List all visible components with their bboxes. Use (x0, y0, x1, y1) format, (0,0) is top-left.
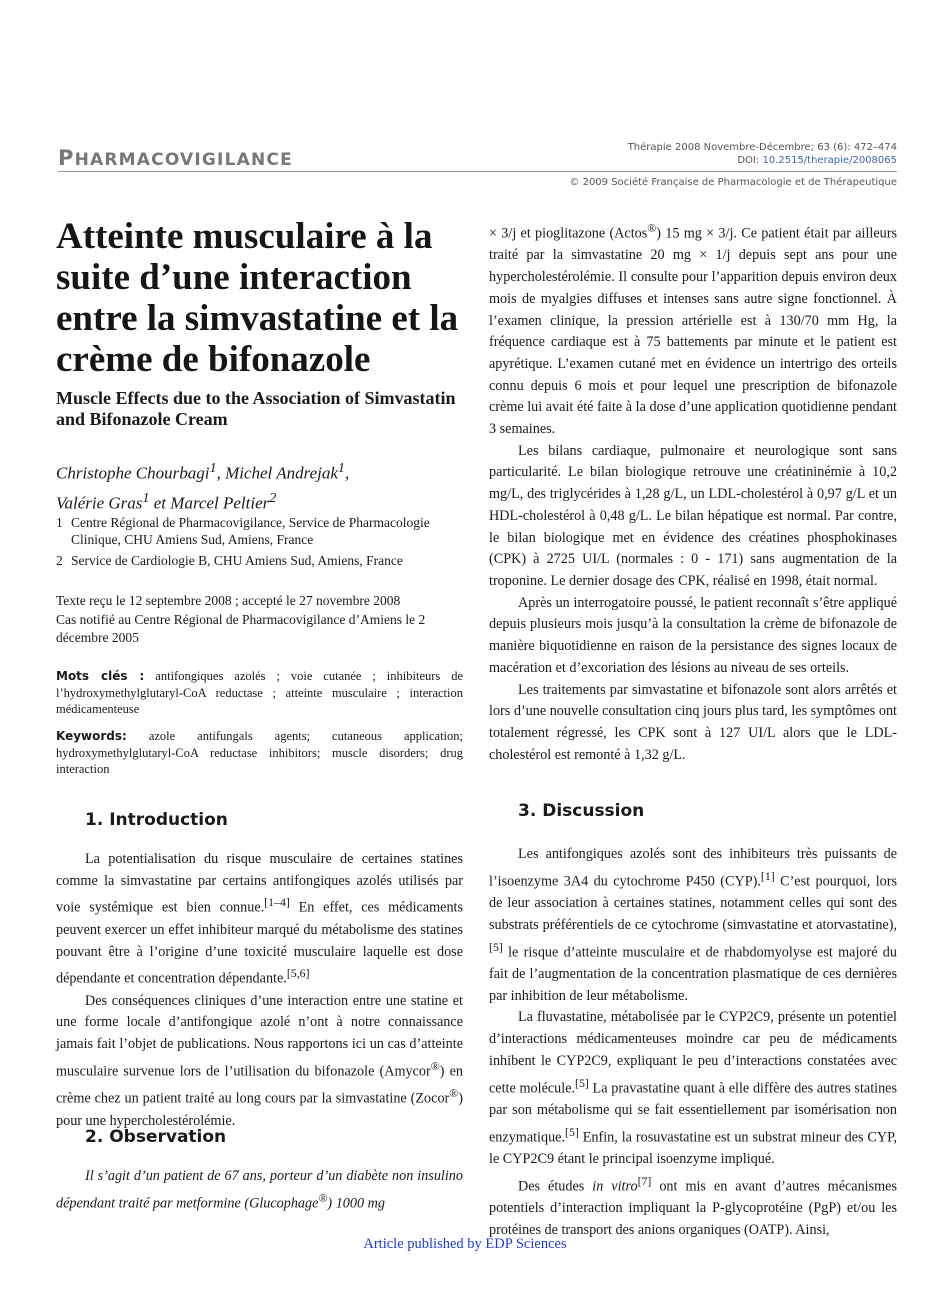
article-subtitle: Muscle Effects due to the Association of Simvastatin and Bifonazole Cream (56, 388, 456, 429)
paragraph: La fluvastatine, métabolisée par le CYP2C9, présente un potentiel d’interactions médicamenteuses moindre car peu de médicaments inhibent le CYP2C9, expliquant le peu d’interactions constatées avec cette molécule.[5] La pravastatine quant à elle diffère des autres statines par son métabolisme qui se fait essentiellement par isomérisation non enzymatique.[5] Enfin, la rosuvastatine est un substrat mineur des CYP, le CYP2C9 étant le principal isoenzyme impliqué. (489, 1009, 897, 1168)
discussion-heading: 3. Discussion (518, 801, 645, 821)
paragraph: Les bilans cardiaque, pulmonaire et neurologique sont sans particularité. Le bilan biologique retrouve une créatininémie à 10,2 mg/L, des triglycérides à 1,28 g/L, un LDL-cholestérol à 0,97 g/L et un HDL-cholestérol à 0,48 g/L. Le bilan hépatique est normal. Par contre, le bilan biologique met en évidence des créatines phosphokinases (CPK) à 2725 UI/L (normales : 0 - 171) sans augmentation de la troponine. Le dernier dosage des CPK, réalisé en 1998, était normal. (489, 442, 897, 589)
author-list: Christophe Chourbagi$^1$, Michel Andrejak$^1$, Valérie Gras$^1$ et Marcel Peltier$^2$ (56, 460, 350, 513)
paragraph: Les traitements par simvastatine et bifonazole sont alors arrêtés et lors d’une nouvelle consultation cinq jours plus tard, les symptômes ont totalement régressé, les CPK sont à 127 UI/L alors que le LDL-cholestérol est remonté à 1,32 g/L. (489, 681, 897, 763)
author: Michel Andrejak (225, 463, 338, 483)
keywords-fr: Mots clés : antifongiques azolés ; voie cutanée ; inhibiteurs de l’hydroxymethylglutaryl-CoA reductase ; atteinte musculaire ; interaction médicamenteuse (56, 669, 464, 716)
introduction-heading: 1. Introduction (85, 810, 228, 830)
paragraph: × 3/j et pioglitazone (Actos®) 15 mg × 3/j. Ce patient était par ailleurs traité par la simvastatine 20 mg × 1/j depuis sept ans pour une hypercholestérolémie. Il consulte pour l’apparition depuis environ deux mois de myalgies diffuses et intenses sans autre signe fonctionnel. À l’examen clinique, la pression artérielle est à 130/70 mm Hg, la fréquence cardiaque est à 75 battements par minute et le patient est apyrétique. L’examen cutané met en évidence un intertrigo des orteils connu depuis 6 mois et pour lequel une prescription de bifonazole crème lui avait été faite à la dose d’une application quotidienne pendant 3 semaines. (489, 221, 897, 438)
author: Valérie Gras (56, 493, 143, 513)
observation-body-cont (489, 218, 897, 766)
doi-link[interactable]: 10.2515/therapie/2008065 (762, 155, 897, 166)
discussion-body (489, 844, 897, 1242)
citation[interactable]: [5] (489, 939, 503, 954)
paragraph: Des études in vitro[7] ont mis en avant d’autres mécanismes potentiels d’interaction impliquant la P-glycoprotéine (PgP) et/ou les protéines de transport des anions organiques (OATP). Ainsi, (489, 1173, 897, 1238)
article-dates (56, 592, 466, 648)
keywords-fr-label: Mots clés : (56, 669, 145, 683)
citation[interactable]: [5,6] (286, 966, 310, 981)
journal-citation (628, 141, 897, 167)
citation[interactable]: [5] (575, 1075, 589, 1090)
observation-body-start (56, 1166, 463, 1215)
introduction-body (56, 849, 463, 1132)
paragraph: Des conséquences cliniques d’une interaction entre une statine et une forme locale d’antifongique azolé n’ont à notre connaissance jamais fait l’objet de publications. Nous rapportons ici un cas d’atteinte musculaire survenue lors de l’utilisation du bifonazole (Amycor®) en crème chez un patient traité au long cours par la simvastatine (Zocor®) pour une hypercholestérolémie. (56, 992, 463, 1129)
paragraph: Les antifongiques azolés sont des inhibiteurs très puissants de l’isoenzyme 3A4 du cytochrome P450 (CYP).[1] C’est pourquoi, lors de leur association à certaines statines, notamment celles qui sont des substrats préférentiels de ce cytochrome (simvastatine et atorvastatine),[5] le risque d’atteinte musculaire et de rhabdomyolyse est majoré du fait de l’augmentation de la concentration plasmatique de ces dernières par inhibition de leur métabolisme. (489, 846, 897, 1004)
author: Marcel Peltier (170, 493, 270, 513)
paragraph: Il s’agit d’un patient de 67 ans, porteur d’un diabète non insulino dépendant traité par metformine (Glucophage®) 1000 mg (56, 1168, 463, 1212)
doi-line: DOI: 10.2515/therapie/2008065 (737, 155, 897, 166)
paragraph: Après un interrogatoire poussé, le patient reconnaît s’être appliqué depuis plusieurs mois jusqu’à la consultation la crème de bifonazole de manière biquotidienne en raison de la persistance des signes locaux de macération et d’excoriation des lésions au niveau de ses orteils. (489, 594, 897, 676)
section-label: PHARMACOVIGILANCE (58, 146, 293, 170)
received-date: Texte reçu le 12 septembre 2008 ; accepté le 27 novembre 2008 (56, 593, 401, 608)
author: Christophe Chourbagi (56, 463, 210, 483)
citation[interactable]: [7] (637, 1173, 652, 1188)
article-title: Atteinte musculaire à la suite d’une interaction entre la simvastatine et la crème de bifonazole (56, 216, 459, 380)
journal-line: Thérapie 2008 Novembre-Décembre; 63 (6): 472–474 (627, 142, 897, 153)
keywords-en-label: Keywords: (56, 729, 127, 743)
affiliation: 1 Centre Régional de Pharmacovigilance, Service de Pharmacologie Clinique, CHU Amiens Sud, Amiens, France (56, 515, 430, 547)
publisher-footer[interactable]: Article published by EDP Sciences (363, 1236, 567, 1252)
citation[interactable]: [1] (760, 868, 775, 883)
header-rule (58, 171, 897, 172)
citation[interactable]: [5] (565, 1124, 579, 1139)
paragraph: La potentialisation du risque musculaire de certaines statines comme la simvastatine par certains antifongiques azolés utilisés par voie systémique est bien connue.[1–4] En effet, ces médicaments peuvent exercer un effet inhibiteur marqué du métabolisme des statines pouvant être à l’origine d’une toxicité musculaire laquelle est dose dépendante et concentration dépendante.[5,6] (56, 851, 463, 987)
observation-heading: 2. Observation (85, 1127, 227, 1147)
notified-date: Cas notifié au Centre Régional de Pharmacovigilance d’Amiens le 2 décembre 2005 (56, 611, 426, 645)
affiliation: 2 Service de Cardiologie B, CHU Amiens Sud, Amiens, France (56, 553, 403, 568)
keywords-en: Keywords: azole antifungals agents; cutaneous application; hydroxymethylglutaryl-CoA reductase inhibitors; muscle disorders; drug interaction (56, 729, 464, 776)
citation[interactable]: [1–4] (264, 895, 290, 910)
copyright: © 2009 Société Française de Pharmacologie et de Thérapeutique (569, 177, 897, 188)
